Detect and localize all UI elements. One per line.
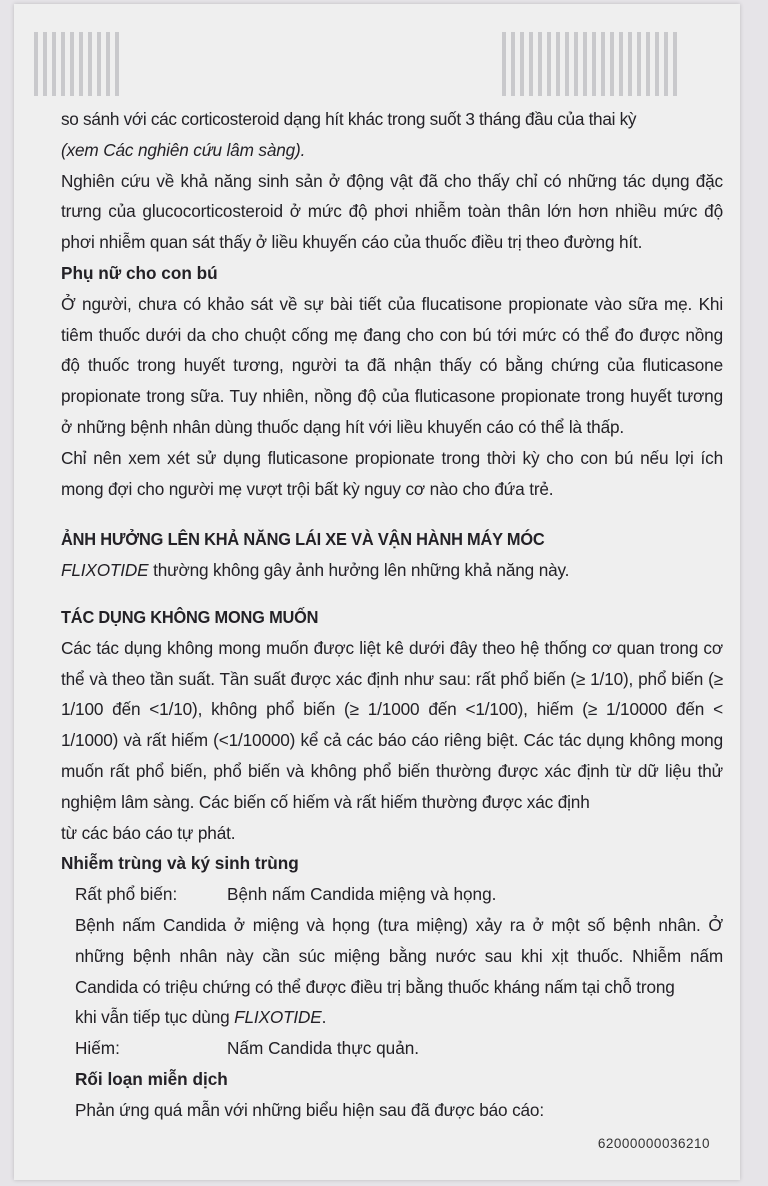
brand-name: FLIXOTIDE	[61, 560, 149, 581]
brand-name: FLIXOTIDE	[234, 1007, 322, 1028]
fertility-paragraph: Nghiên cứu về khả năng sinh sản ở động vật đã cho thấy chỉ có những tác dụng đặc trưng của glucocorticosteroid ở mức độ phơi nhiễm toàn thân lớn hơn nhiều mức độ phơi nhiễm quan sát thấy ở liều khuyến cáo của thuốc điều trị theo đường hít.	[61, 170, 723, 253]
text-line-reference: (xem Các nghiên cứu lâm sàng).	[61, 139, 306, 160]
immune-heading: Rối loạn miễn dịch	[75, 1068, 228, 1089]
leaflet-content	[61, 104, 723, 1126]
driving-paragraph: FLIXOTIDE thường không gây ảnh hưởng lên những khả năng này.	[61, 560, 570, 581]
nursing-paragraph-2: Chỉ nên xem xét sử dụng fluticasone propionate trong thời kỳ cho con bú nếu lợi ích mong đợi cho người mẹ vượt trội bất kỳ nguy cơ nào cho đứa trẻ.	[61, 447, 723, 499]
adverse-paragraph: Các tác dụng không mong muốn được liệt kê dưới đây theo hệ thống cơ quan trong cơ thể và theo tần suất. Tần suất được xác định như sau: rất phổ biến (≥ 1/10), phổ biến (≥ 1/100 đến <1/10), không phổ biến (≥ 1/1000 đến <1/100), hiếm (≥ 1/10000 đến < 1/1000) và rất hiếm (<1/10000) kể cả các báo cáo riêng biệt. Các tác dụng không mong muốn rất phổ biến, phổ biến và không phổ biến thường được xác định từ dữ liệu thử nghiệm lâm sàng. Các biến cố hiếm và rất hiếm thường được xác định	[61, 637, 723, 812]
text-line: so sánh với các corticosteroid dạng hít khác trong suốt 3 tháng đầu của thai kỳ	[61, 109, 637, 129]
product-code: 62000000036210	[597, 1136, 710, 1151]
candida-paragraph: Bệnh nấm Candida ở miệng và họng (tưa miệng) xảy ra ở một số bệnh nhân. Ở những bệnh nhân này cần súc miệng bằng nước sau khi xịt thuốc. Nhiễm nấm Candida có triệu chứng có thể được điều trị bằng thuốc kháng nấm tại chỗ trong	[75, 914, 723, 997]
adverse-effects-heading: TÁC DỤNG KHÔNG MONG MUỐN	[61, 606, 319, 627]
very-common-row	[61, 879, 723, 910]
frequency-label: Hiếm:	[75, 1038, 120, 1059]
barcode-left	[34, 32, 119, 96]
frequency-value: Nấm Candida thực quản.	[227, 1038, 420, 1059]
barcode-right	[502, 32, 677, 96]
nursing-heading: Phụ nữ cho con bú	[61, 262, 218, 283]
rare-row	[61, 1033, 723, 1064]
frequency-label: Rất phổ biến:	[75, 884, 178, 905]
driving-heading: ẢNH HƯỞNG LÊN KHẢ NĂNG LÁI XE VÀ VẬN HÀNH MÁY MÓC	[61, 529, 545, 550]
nursing-paragraph-1: Ở người, chưa có khảo sát về sự bài tiết của flucatisone propionate vào sữa mẹ. Khi tiêm thuốc dưới da cho chuột cống mẹ đang cho con bú tới mức có thể đo được nồng độ thuốc trong huyết tương, người ta đã nhận thấy có bằng chứng của fluticasone propionate trong sữa. Tuy nhiên, nồng độ của fluticasone propionate trong huyết tương ở những bệnh nhân dùng thuốc dạng hít với liều khuyến cáo có thể là thấp.	[61, 293, 723, 437]
frequency-value: Bệnh nấm Candida miệng và họng.	[227, 884, 497, 905]
infections-heading: Nhiễm trùng và ký sinh trùng	[61, 853, 299, 874]
immune-paragraph: Phản ứng quá mẫn với những biểu hiện sau đã được báo cáo:	[75, 1099, 544, 1120]
leaflet-page	[14, 4, 740, 1180]
candida-paragraph-end: khi vẫn tiếp tục dùng FLIXOTIDE.	[75, 1007, 327, 1028]
adverse-paragraph-end: từ các báo cáo tự phát.	[61, 822, 236, 843]
